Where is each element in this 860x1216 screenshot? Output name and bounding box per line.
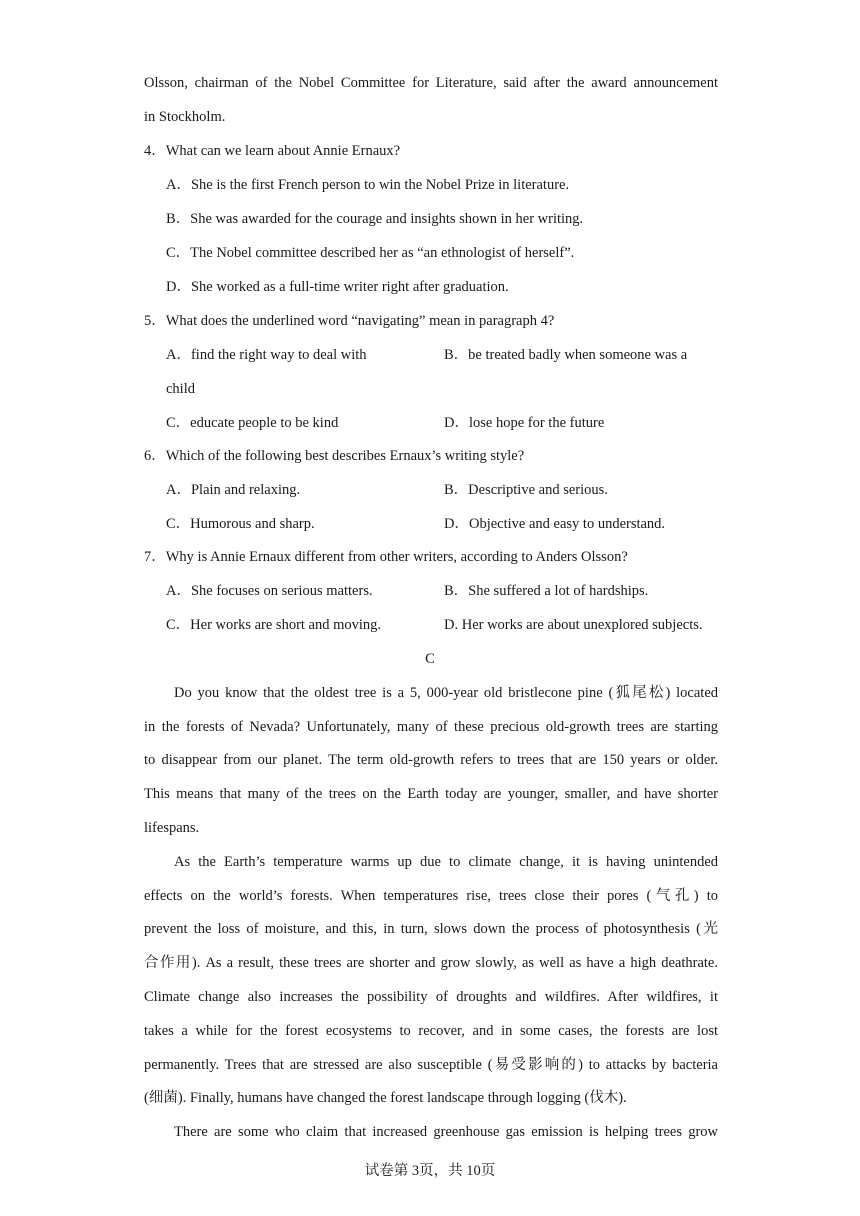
question-number: 6．	[144, 448, 166, 464]
paragraph-line: Climate change also increases the possibility of droughts and wildfires. After wildfires, it	[144, 989, 718, 1005]
question-7-option-b[interactable]: B．She suffered a lot of hardships.	[444, 583, 649, 599]
section-c-heading: C	[425, 651, 435, 667]
question-number: 4．	[144, 143, 166, 159]
question-4-option-b[interactable]: B．She was awarded for the courage and insights shown in her writing.	[166, 211, 584, 227]
question-text: What does the underlined word “navigating” mean in paragraph 4?	[165, 313, 555, 329]
page-footer: 试卷第 3页，共 10页	[364, 1163, 496, 1179]
paragraph-line: 合作用). As a result, these trees are shorter and grow slowly, as well as have a high deathrate.	[144, 955, 718, 971]
paragraph-line: permanently. Trees that are stressed are also susceptible (易受影响的) to attacks by bacteria	[144, 1057, 718, 1073]
passage-b-line: Olsson, chairman of the Nobel Committee for Literature, said after the award announcement	[144, 75, 718, 91]
question-6-option-b[interactable]: B．Descriptive and serious.	[444, 482, 608, 498]
question-4-option-a[interactable]: A．She is the first French person to win the Nobel Prize in literature.	[166, 177, 570, 193]
paragraph-line: As the Earth’s temperature warms up due to climate change, it is having unintended	[174, 854, 718, 870]
paragraph-line: lifespans.	[144, 820, 200, 836]
question-5-option-b[interactable]: B．be treated badly when someone was a	[444, 347, 688, 363]
paragraph-line: This means that many of the trees on the Earth today are younger, smaller, and have shorter	[144, 786, 718, 802]
question-5-option-d[interactable]: D．lose hope for the future	[444, 415, 605, 431]
paragraph-line: takes a while for the forest ecosystems to recover, and in some cases, the forests are lost	[144, 1023, 718, 1039]
passage-b-line: in Stockholm.	[144, 109, 226, 125]
question-5-stem	[144, 312, 554, 330]
paragraph-line: effects on the world’s forests. When temperatures rise, trees close their pores (气孔) to	[144, 888, 718, 904]
question-6-option-c[interactable]: C．Humorous and sharp.	[166, 516, 315, 532]
question-4-stem	[144, 142, 400, 160]
question-4-option-c[interactable]: C．The Nobel committee described her as “an ethnologist of herself”.	[166, 245, 575, 261]
paragraph-line: to disappear from our planet. The term old-growth refers to trees that are 150 years or older.	[144, 752, 718, 768]
paragraph-line: Do you know that the oldest tree is a 5, 000-year old bristlecone pine (狐尾松) located	[174, 685, 718, 701]
paragraph-line: in the forests of Nevada? Unfortunately, many of these precious old-growth trees are starting	[144, 719, 718, 735]
question-text: Which of the following best describes Ernaux’s writing style?	[165, 448, 525, 464]
question-5-option-a[interactable]: A．find the right way to deal with	[166, 347, 367, 363]
paragraph-line: prevent the loss of moisture, and this, in turn, slows down the process of photosynthesis (光	[144, 921, 718, 937]
question-7-option-c[interactable]: C．Her works are short and moving.	[166, 617, 382, 633]
question-6-option-a[interactable]: A．Plain and relaxing.	[166, 482, 301, 498]
question-6-option-d[interactable]: D．Objective and easy to understand.	[444, 516, 666, 532]
question-5-option-b-wrap: child	[166, 381, 195, 397]
question-6-stem	[144, 447, 524, 465]
question-number: 7．	[144, 549, 166, 565]
question-4-option-d[interactable]: D．She worked as a full-time writer right after graduation.	[166, 279, 509, 295]
question-5-option-c[interactable]: C．educate people to be kind	[166, 415, 339, 431]
question-7-option-d[interactable]: D. Her works are about unexplored subjects.	[444, 617, 703, 633]
question-7-option-a[interactable]: A．She focuses on serious matters.	[166, 583, 373, 599]
paragraph-line: (细菌). Finally, humans have changed the forest landscape through logging (伐木).	[144, 1090, 627, 1106]
paragraph-line: There are some who claim that increased greenhouse gas emission is helping trees grow	[174, 1124, 718, 1140]
question-text: What can we learn about Annie Ernaux?	[165, 143, 401, 159]
question-text: Why is Annie Ernaux different from other writers, according to Anders Olsson?	[165, 549, 628, 565]
question-number: 5．	[144, 313, 166, 329]
question-7-stem	[144, 548, 628, 566]
